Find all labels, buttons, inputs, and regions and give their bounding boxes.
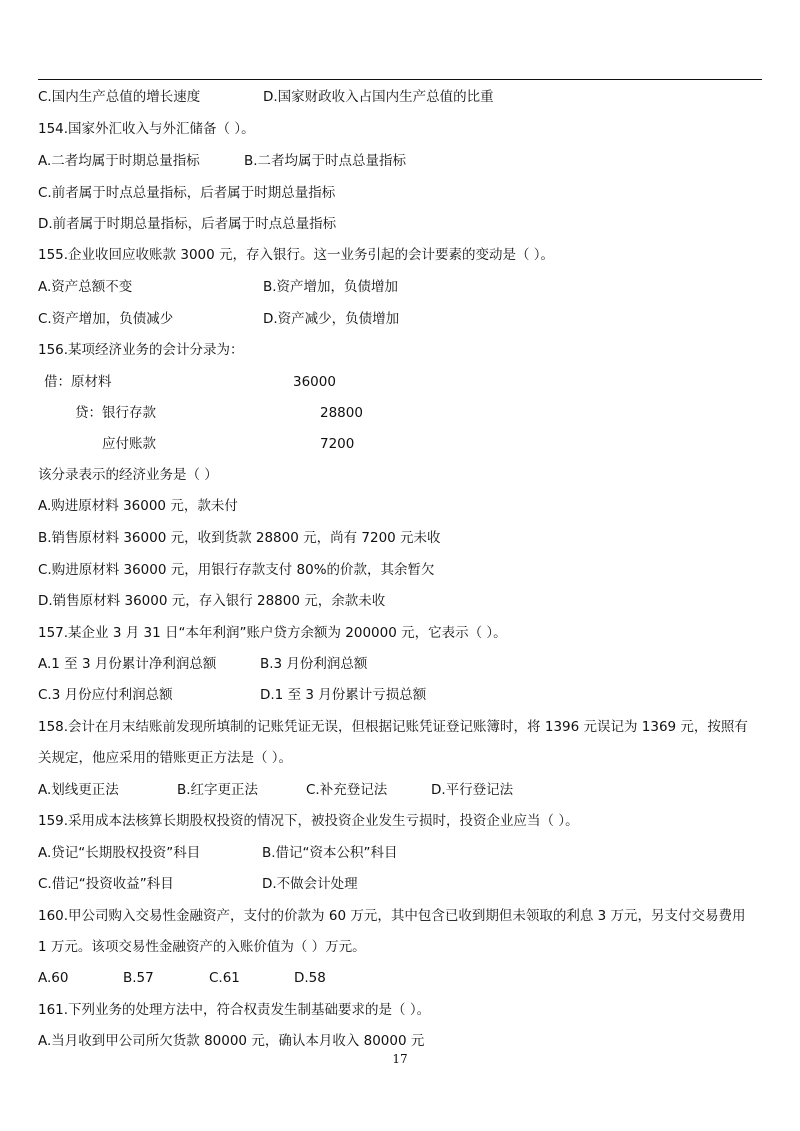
option-a: A.购进原材料 36000 元，款未付: [38, 498, 238, 514]
option-a: A.贷记“长期股权投资”科目: [38, 845, 201, 861]
option-c: C.61: [209, 970, 240, 986]
question-154: 154.国家外汇收入与外汇储备（ ）。: [38, 121, 255, 137]
question-159: 159.采用成本法核算长期股权投资的情况下，被投资企业发生亏损时，投资企业应当（ ）。: [38, 813, 579, 829]
question-155: 155.企业收回应收账款 3000 元，存入银行。这一业务引起的会计要素的变动是（ ）。: [38, 247, 555, 263]
question-156: 156.某项经济业务的会计分录为：: [38, 342, 244, 358]
journal-entry-credit-amount: 28800: [320, 405, 363, 421]
option-b: B.销售原材料 36000 元，收到货款 28800 元，尚有 7200 元未收: [38, 530, 441, 546]
option-b: B.57: [123, 970, 154, 986]
option-b: B.借记“资本公积”科目: [262, 845, 398, 861]
option-b: B.二者均属于时点总量指标: [244, 153, 407, 169]
option-c: C.购进原材料 36000 元，用银行存款支付 80%的价款，其余暂欠: [38, 562, 435, 578]
option-b: B.资产增加，负债增加: [263, 279, 399, 295]
question-160-continued: 1 万元。该项交易性金融资产的入账价值为（ ）万元。: [38, 939, 366, 955]
journal-entry-credit-account: 贷：银行存款: [75, 405, 156, 421]
question-161: 161.下列业务的处理方法中，符合权责发生制基础要求的是（ ）。: [38, 1002, 431, 1018]
question-prompt: 该分录表示的经济业务是（ ）: [38, 467, 218, 483]
option-c: C.资产增加，负债减少: [38, 311, 174, 327]
journal-entry-debit-account: 借：原材料: [44, 374, 112, 390]
option-c: C.借记“投资收益”科目: [38, 876, 174, 892]
option-a: A.当月收到甲公司所欠货款 80000 元，确认本月收入 80000 元: [38, 1033, 425, 1049]
question-158: 158.会计在月末结账前发现所填制的记账凭证无误，但根据记账凭证登记账簿时，将 1396 元误记为 1369 元，按照有: [38, 719, 748, 735]
option-d: D.资产减少，负债增加: [263, 311, 400, 327]
question-158-continued: 关规定，他应采用的错账更正方法是（ ）。: [38, 750, 293, 766]
option-a: A.二者均属于时期总量指标: [38, 153, 200, 169]
journal-entry-debit-amount: 36000: [293, 374, 336, 390]
option-c: C.补充登记法: [306, 782, 388, 798]
option-d: D.销售原材料 36000 元，存入银行 28800 元，余款未收: [38, 593, 386, 609]
option-c: C.前者属于时点总量指标，后者属于时期总量指标: [38, 185, 336, 201]
option-a: A.60: [38, 970, 69, 986]
option-d: D.国家财政收入占国内生产总值的比重: [263, 89, 494, 105]
option-b: B.3 月份利润总额: [260, 656, 368, 672]
option-d: D.前者属于时期总量指标，后者属于时点总量指标: [38, 216, 337, 232]
header-rule: [38, 79, 762, 80]
option-d: D.不做会计处理: [262, 876, 358, 892]
option-d: D.1 至 3 月份累计亏损总额: [260, 687, 427, 703]
question-157: 157.某企业 3 月 31 日“本年利润”账户贷方余额为 200000 元，它表示（ ）。: [38, 625, 507, 641]
journal-entry-credit-amount: 7200: [320, 436, 355, 452]
option-b: B.红字更正法: [177, 782, 259, 798]
option-a: A.1 至 3 月份累计净利润总额: [38, 656, 217, 672]
option-d: D.平行登记法: [431, 782, 514, 798]
option-d: D.58: [294, 970, 326, 986]
page-number: 17: [392, 1052, 408, 1066]
question-160: 160.甲公司购入交易性金融资产，支付的价款为 60 万元，其中包含已收到期但未领取的利息 3 万元，另支付交易费用: [38, 908, 746, 924]
option-a: A.划线更正法: [38, 782, 119, 798]
option-c: C.3 月份应付利润总额: [38, 687, 173, 703]
option-c: C.国内生产总值的增长速度: [38, 89, 201, 105]
option-a: A.资产总额不变: [38, 279, 133, 295]
journal-entry-credit-account: 应付账款: [102, 436, 156, 452]
